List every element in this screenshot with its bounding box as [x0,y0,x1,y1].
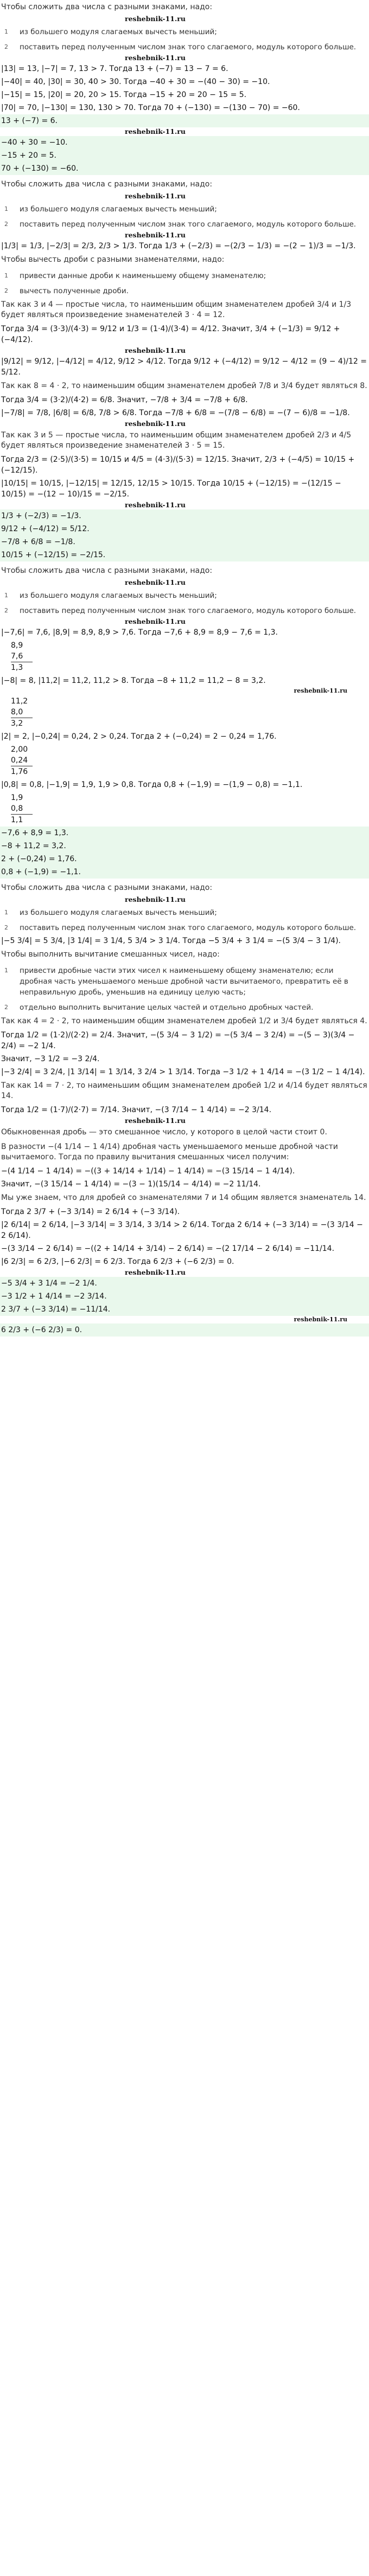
rule-step: 1 из большего модуля слагаемых вычесть меньший; [4,591,217,600]
watermark: reshebnik-11.ru [125,127,186,135]
column-subtraction: 8,9 7,6 1,3 [0,639,369,674]
math-line: |−40| = 40, |30| = 30, 40 > 30. Тогда −40 + 30 = −(40 − 30) = −10. [1,78,270,86]
math-line: |2 6/14| = 2 6/14, |−3 3/14| = 3 3/14, 3 3/14 > 2 6/14. Тогда 2 6/14 + (−3 3/14) = −(3 3/14 − 2 6/14). [1,1221,363,1240]
answer-line: 2 + (−0,24) = 1,76. [0,853,369,866]
watermark: reshebnik-11.ru [125,231,186,239]
watermark: reshebnik-11.ru [125,1116,186,1125]
rule-step: 2 поставить перед полученным числом знак того слагаемого, модуль которого больше. [4,606,357,615]
rule-step: 2 поставить перед полученным числом знак того слагаемого, модуль которого больше. [4,43,357,51]
rule-step: 2 отдельно выполнить вычитание целых частей и отдельно дробных частей. [4,1003,314,1012]
math-line: Значит, −(3 15/14 − 1 4/14) = −(3 − 1)(15/14 − 4/14) = −2 11/14. [1,1180,261,1189]
answer-line: 70 + (−130) = −60. [0,162,369,175]
rule-text: Чтобы выполнить вычитание смешанных чисел, надо: [1,950,220,959]
explanation-text: В разности −(4 1/14 − 1 4/14) дробная часть уменьшаемого меньше дробной части вычитаемого. Тогда по правилу вычитания смешанных чисел получим: [1,1142,338,1161]
explanation-text: Так как 14 = 7 · 2, то наименьшим общим знаменателем дробей 1/2 и 4/14 будет являться 14. [1,1081,367,1100]
explanation-text: Так как 4 = 2 · 2, то наименьшим общим знаменателем дробей 1/2 и 3/4 будет являться 4. [1,1017,367,1025]
explanation-text: Так как 3 и 4 — простые числа, то наименьшим общим знаменателем дробей 3/4 и 1/3 будет являться произведение знаменателей 3 · 4 = 12. [1,300,352,319]
math-line: |13| = 13, |−7| = 7, 13 > 7. Тогда 13 + (−7) = 13 − 7 = 6. [1,64,228,73]
answer-line: 2 3/7 + (−3 3/14) = −11/14. [0,1303,369,1316]
math-line: Тогда 3/4 = (3·3)/(4·3) = 9/12 и 1/3 = (1·4)/(3·4) = 4/12. Значит, 3/4 + (−1/3) = 9/12 + (−4/12). [1,325,340,344]
explanation-text: Так как 8 = 4 · 2, то наименьшим общим знаменателем дробей 7/8 и 3/4 будет являться 8. [1,382,367,390]
rule-step: 1 из большего модуля слагаемых вычесть меньший; [4,28,217,36]
solution-fractions [0,177,369,564]
rule-step: 2 вычесть полученные дроби. [4,287,129,295]
answer-line: 10/15 + (−12/15) = −2/15. [0,548,369,561]
watermark: reshebnik-11.ru [125,54,186,62]
solution-mixed-numbers [0,881,369,1339]
watermark: reshebnik-11.ru [125,15,186,23]
watermark: reshebnik-11.ru [125,617,186,625]
rule-text: Чтобы сложить два числа с разными знаками, надо: [1,3,213,11]
math-line: |−8| = 8, |11,2| = 11,2, 11,2 > 8. Тогда −8 + 11,2 = 11,2 − 8 = 3,2. [1,676,266,685]
answer-line: 13 + (−7) = 6. [0,114,369,127]
math-line: |9/12| = 9/12, |−4/12| = 4/12, 9/12 > 4/12. Тогда 9/12 + (−4/12) = 9/12 − 4/12 = (9 − 4)/12 = 5/12. [1,357,367,377]
math-line: |−7/8| = 7/8, |6/8| = 6/8, 7/8 > 6/8. Тогда −7/8 + 6/8 = −(7/8 − 6/8) = −(7 − 6)/8 = −1/8. [1,409,350,417]
explanation-text: Обыкновенная дробь — это смешанное число, у которого в целой части стоит 0. [1,1128,327,1137]
rule-step: 1 из большего модуля слагаемых вычесть меньший; [4,205,217,214]
rule-text: Чтобы сложить два числа с разными знаками, надо: [1,180,213,189]
math-line: Тогда 3/4 = (3·2)/(4·2) = 6/8. Значит, −7/8 + 3/4 = −7/8 + 6/8. [1,396,248,404]
answer-line: −7/8 + 6/8 = −1/8. [0,535,369,548]
answer-line: 0,8 + (−1,9) = −1,1. [0,866,369,879]
watermark: reshebnik-11.ru [125,1268,186,1276]
math-line: |0,8| = 0,8, |−1,9| = 1,9, 1,9 > 0,8. Тогда 0,8 + (−1,9) = −(1,9 − 0,8) = −1,1. [1,780,303,789]
answer-line: −5 3/4 + 3 1/4 = −2 1/4. [0,1277,369,1290]
watermark: reshebnik-11.ru [125,192,186,200]
math-line: |−7,6| = 7,6, |8,9| = 8,9, 8,9 > 7,6. Тогда −7,6 + 8,9 = 8,9 − 7,6 = 1,3. [1,628,278,637]
watermark: reshebnik-11.ru [294,1316,347,1323]
watermark: reshebnik-11.ru [125,346,186,354]
answer-line: 9/12 + (−4/12) = 5/12. [0,522,369,535]
rule-text: Чтобы вычесть дроби с разными знаменателями, надо: [1,255,225,264]
math-line: Тогда 2 3/7 + (−3 3/14) = 2 6/14 + (−3 3/14). [1,1208,180,1216]
math-line: |−5 3/4| = 5 3/4, |3 1/4| = 3 1/4, 5 3/4 > 3 1/4. Тогда −5 3/4 + 3 1/4 = −(5 3/4 − 3 1/4). [1,937,341,945]
rule-step: 1 из большего модуля слагаемых вычесть меньший; [4,908,217,917]
math-line: Тогда 2/3 = (2·5)/(3·5) = 10/15 и 4/5 = (4·3)/(5·3) = 12/15. Значит, 2/3 + (−4/5) = 10/15 + (−12/15). [1,455,355,475]
rule-text: Чтобы сложить два числа с разными знаками, надо: [1,883,213,892]
watermark: reshebnik-11.ru [125,419,186,428]
watermark: reshebnik-11.ru [294,687,347,694]
math-line: |2| = 2, |−0,24| = 0,24, 2 > 0,24. Тогда 2 + (−0,24) = 2 − 0,24 = 1,76. [1,732,277,741]
answer-line: −7,6 + 8,9 = 1,3. [0,827,369,840]
answer-line: −15 + 20 = 5. [0,149,369,162]
math-line: −(3 3/14 − 2 6/14) = −((2 + 14/14 + 3/14) − 2 6/14) = −(2 17/14 − 2 6/14) = −11/14. [1,1244,335,1253]
answer-line: 1/3 + (−2/3) = −1/3. [0,509,369,522]
math-line: −(4 1/14 − 1 4/14) = −((3 + 14/14 + 1/14) − 1 4/14) = −(3 15/14 − 1 4/14). [1,1167,295,1176]
answer-line: −40 + 30 = −10. [0,136,369,149]
math-line: Значит, −3 1/2 = −3 2/4. [1,1055,100,1063]
watermark: reshebnik-11.ru [125,578,186,586]
math-line: Тогда 1/2 = (1·7)/(2·7) = 7/14. Значит, −(3 7/14 − 1 4/14) = −2 3/14. [1,1106,272,1114]
rule-text: Чтобы сложить два числа с разными знаками, надо: [1,566,213,575]
math-line: |−15| = 15, |20| = 20, 20 > 15. Тогда −15 + 20 = 20 − 15 = 5. [1,91,247,99]
answer-line: 6 2/3 + (−6 2/3) = 0. [0,1323,369,1337]
answer-line: −8 + 11,2 = 3,2. [0,840,369,853]
math-line: |70| = 70, |−130| = 130, 130 > 70. Тогда 70 + (−130) = −(130 − 70) = −60. [1,104,300,112]
math-line: |6 2/3| = 6 2/3, |−6 2/3| = 6 2/3. Тогда 6 2/3 + (−6 2/3) = 0. [1,1257,234,1266]
column-subtraction: 1,9 0,8 1,1 [0,791,369,827]
answer-line: −3 1/2 + 1 4/14 = −2 3/14. [0,1290,369,1303]
watermark: reshebnik-11.ru [125,501,186,509]
rule-step: 2 поставить перед полученным числом знак того слагаемого, модуль которого больше. [4,924,357,932]
explanation-text: Так как 3 и 5 — простые числа, то наименьшим общим знаменателем дробей 2/3 и 4/5 будет являться произведение знаменателей 3 · 5 = 15. [1,431,352,450]
column-subtraction: 2,00 0,24 1,76 [0,743,369,778]
explanation-text: Мы уже знаем, что для дробей со знаменателями 7 и 14 общим является знаменатель 14. [1,1193,366,1202]
math-line: Тогда 1/2 = (1·2)/(2·2) = 2/4. Значит, −(5 3/4 − 3 1/2) = −(5 3/4 − 3 2/4) = −(5 − 3)(3/4 − 2/4) = −2 1/4. [1,1031,355,1050]
math-line: |−3 2/4| = 3 2/4, |1 3/14| = 1 3/14, 3 2/4 > 1 3/14. Тогда −3 1/2 + 1 4/14 = −(3 1/2 − 1 4/14). [1,1068,365,1076]
rule-step: 1 привести дробные части этих чисел к наименьшему общему знаменателю; если дробная часть уменьшаемого меньше дробной части вычитаемого, превратить её в неправильную дробь, уменьшив на единицу целую часть; [4,966,348,997]
math-line: |10/15| = 10/15, |−12/15| = 12/15, 12/15 > 10/15. Тогда 10/15 + (−12/15) = −(12/15 − 10/15) = −(12 − 10)/15 = −2/15. [1,479,341,499]
rule-step: 1 привести данные дроби к наименьшему общему знаменателю; [4,272,266,280]
rule-step: 2 поставить перед полученным числом знак того слагаемого, модуль которого больше. [4,220,357,229]
solution-decimals [0,564,369,881]
solution-integers [0,0,369,177]
column-subtraction: 11,2 8,0 3,2 [0,695,369,730]
watermark: reshebnik-11.ru [125,895,186,903]
math-line: |1/3| = 1/3, |−2/3| = 2/3, 2/3 > 1/3. Тогда 1/3 + (−2/3) = −(2/3 − 1/3) = −(2 − 1)/3 = −1/3. [1,242,356,250]
